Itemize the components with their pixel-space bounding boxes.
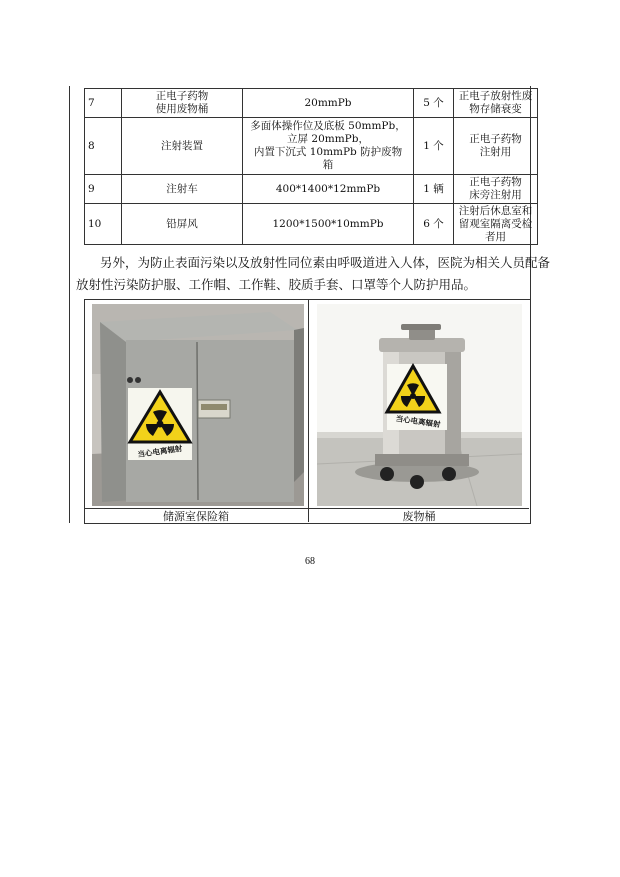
spec-line: 多面体操作位及底板 50mmPb，: [250, 120, 406, 132]
item-name-line: 铅屏风: [166, 217, 198, 230]
spec-cell: [243, 118, 414, 175]
usage-line: 注射用: [479, 146, 512, 158]
paragraph-line-2: 放射性污染防护服、工作帽、工作鞋、胶质手套、口罩等个人防护用品。: [76, 277, 477, 292]
quantity-cell: 6 个: [414, 204, 454, 245]
equipment-table: [84, 88, 538, 245]
caption-row-divider: [84, 508, 529, 509]
item-name-line: 注射车: [166, 182, 198, 195]
waste-bin-photo: [317, 304, 522, 506]
spec-cell: [243, 204, 414, 245]
item-name-line: 注射装置: [161, 139, 203, 152]
right-sign-text: 当心电离辐射: [395, 413, 441, 430]
left-photo-caption: 储源室保险箱: [163, 510, 229, 523]
usage-line: 物存储衰变: [469, 103, 522, 115]
spec-line: 内置下沉式 10mmPb 防护废物: [253, 146, 403, 158]
quantity-cell: 5 个: [414, 89, 454, 118]
protection-paragraph: [76, 252, 551, 296]
paragraph-line-1: 另外，为防止表面污染以及放射性同位素由呼吸道进入人体，医院为相关人员配备: [100, 255, 551, 270]
spec-cell: [243, 89, 414, 118]
usage-line: 正电子药物: [469, 133, 522, 145]
usage-cell: [454, 175, 538, 204]
usage-cell: [454, 204, 538, 245]
usage-line: 床旁注射用: [469, 189, 522, 201]
spec-line: 立屏 20mmPb，: [287, 133, 369, 145]
page-number: 68: [305, 556, 315, 567]
frame-left-border: [69, 86, 70, 523]
table-row: [85, 89, 538, 118]
item-name-line: 正电子药物: [155, 90, 209, 102]
table-row: [85, 118, 538, 175]
item-name-cell: [122, 118, 243, 175]
row-number-cell: 7: [85, 89, 122, 118]
photo-column-divider: [308, 299, 309, 522]
item-name-cell: [122, 89, 243, 118]
spec-line: 400*1400*12mmPb: [275, 182, 381, 195]
spec-line: 20mmPb: [304, 96, 352, 109]
table-row: [85, 204, 538, 245]
storage-safe-photo: [92, 304, 304, 506]
right-photo-caption: 废物桶: [402, 510, 436, 523]
item-name-cell: [122, 175, 243, 204]
usage-line: 者用: [485, 230, 506, 243]
item-name-line: 使用废物桶: [155, 103, 209, 115]
quantity-cell: 1 个: [414, 118, 454, 175]
usage-cell: [454, 89, 538, 118]
usage-line: 正电子药物: [469, 176, 522, 188]
row-number-cell: 10: [85, 204, 122, 245]
usage-line: 正电子放射性废: [458, 90, 533, 102]
spec-line: 1200*1500*10mmPb: [272, 217, 384, 230]
item-name-cell: [122, 204, 243, 245]
quantity-cell: 1 辆: [414, 175, 454, 204]
usage-line: 留观室隔离受检: [458, 217, 533, 230]
row-number-cell: 8: [85, 118, 122, 175]
spec-cell: [243, 175, 414, 204]
usage-line: 注射后休息室和: [458, 204, 533, 217]
spec-line: 箱: [322, 159, 334, 171]
left-sign-text: 当心电离辐射: [137, 443, 183, 460]
usage-cell: [454, 118, 538, 175]
photo-table: [84, 299, 530, 523]
row-number-cell: 9: [85, 175, 122, 204]
table-row: [85, 175, 538, 204]
